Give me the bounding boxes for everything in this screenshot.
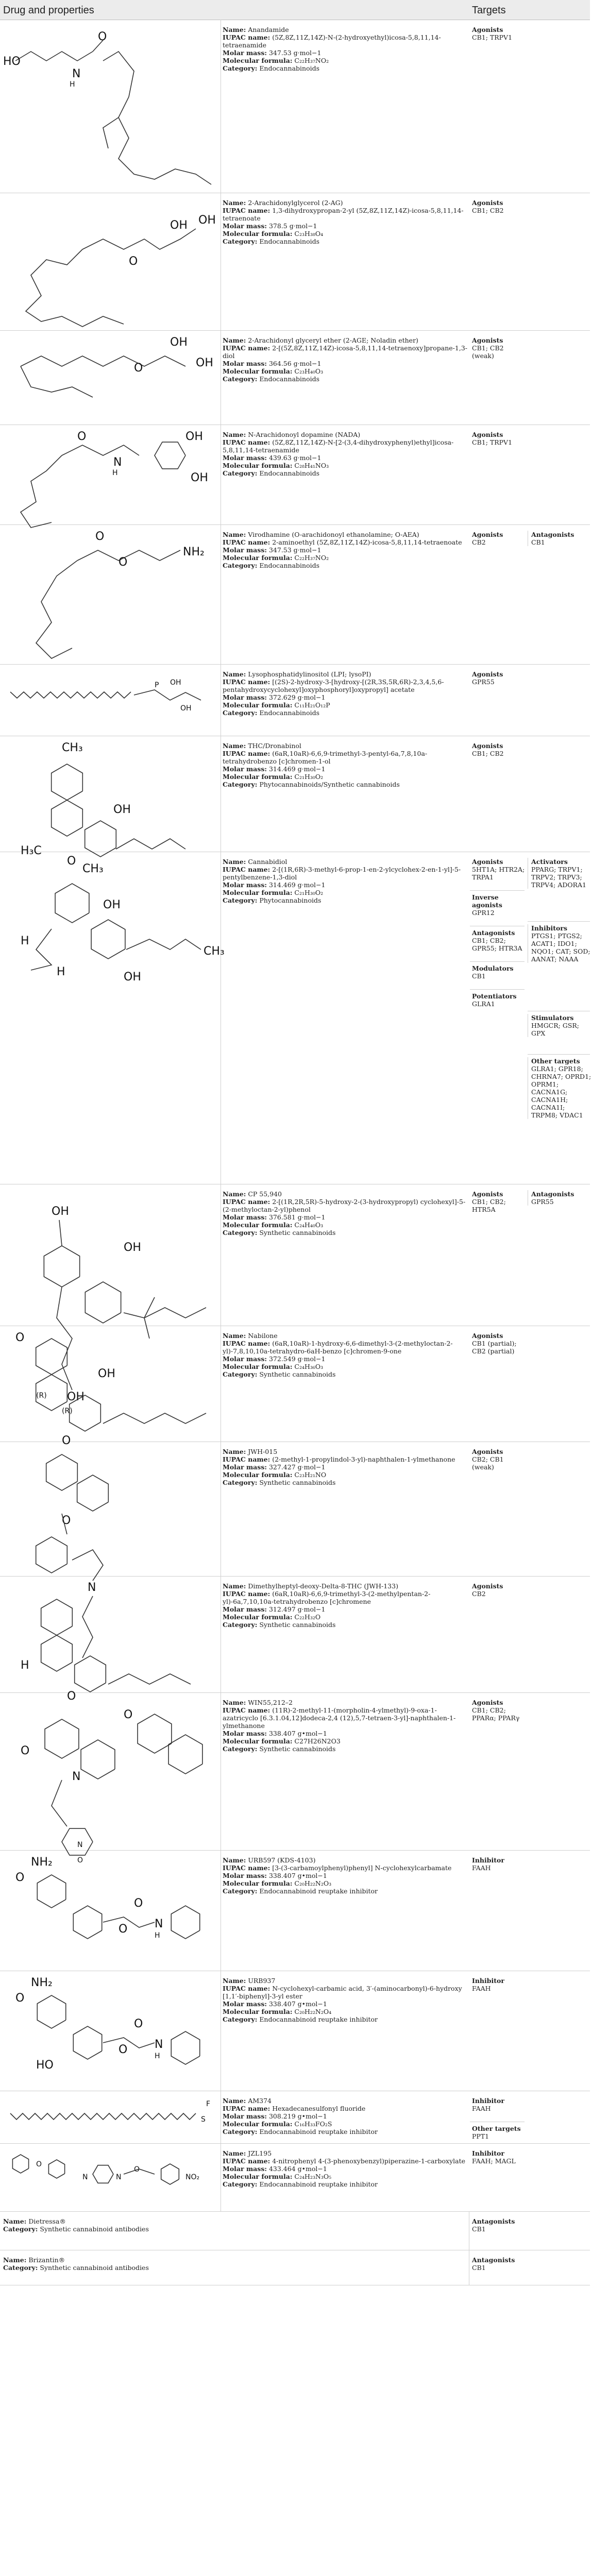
table-row xyxy=(0,664,590,736)
target-group-secondary: Antagonists CB1 xyxy=(528,531,592,546)
prop-formula: Molecular formula: C₂₄H₂₃N₃O₅ xyxy=(223,2173,332,2180)
prop-name: Name: Anandamide xyxy=(223,26,289,33)
prop-formula: Molecular formula: C₂₀H₂₂N₂O₄ xyxy=(223,2008,332,2015)
table-row xyxy=(0,2250,590,2285)
target-group: Agonists CB1; TRPV1 xyxy=(472,26,513,41)
prop-category: Category: Synthetic cannabinoids xyxy=(223,1745,336,1753)
svg-text:NH₂: NH₂ xyxy=(31,1976,53,1989)
svg-text:O: O xyxy=(15,1871,25,1884)
structure-diagram xyxy=(0,330,221,425)
svg-text:N: N xyxy=(113,456,122,469)
prop-name: Name: WIN55,212–2 xyxy=(223,1699,293,1706)
targets-cell xyxy=(470,1326,590,1442)
prop-name: Name: N-Arachidonoyl dopamine (NADA) xyxy=(223,431,361,438)
drug-structure-cell xyxy=(0,20,221,193)
prop-category: Category: Endocannabinoid reuptake inhibitor xyxy=(223,2128,378,2136)
targets-cell xyxy=(470,664,590,736)
prop-mass: Molar mass: 338.407 g•mol−1 xyxy=(223,1872,327,1879)
targets-cell xyxy=(470,1576,590,1692)
prop-name: Name: URB597 (KDS-4103) xyxy=(223,1856,316,1864)
structure-diagram xyxy=(0,1971,221,2091)
svg-text:O: O xyxy=(98,30,107,43)
drug-structure-cell xyxy=(0,736,221,868)
prop-formula: Molecular formula: C₂₃H₃₈O₄ xyxy=(223,230,324,238)
svg-text:O: O xyxy=(67,1690,76,1703)
prop-mass: Molar mass: 312.497 g·mol−1 xyxy=(223,1605,326,1613)
prop-formula: Molecular formula: C₂₂H₃₇NO₂ xyxy=(223,57,329,64)
prop-iupac: IUPAC name: (6aR,10aR)-1-hydroxy-6,6-dimethyl-3-(2-methyloctan-2-yl)-7,8,10,10a-tetrahydro-6aH-benzo [c]chromen-9-one xyxy=(223,1340,453,1355)
prop-category: Category: Endocannabinoids xyxy=(223,469,320,477)
svg-text:HO: HO xyxy=(36,2059,54,2072)
drug-structure-cell xyxy=(0,1184,221,1403)
svg-text:O: O xyxy=(119,1923,128,1936)
drug-structure-cell xyxy=(0,2143,221,2211)
target-group: Agonists CB1; CB2 xyxy=(472,742,504,757)
structure-diagram xyxy=(0,2091,221,2143)
drug-structure-cell xyxy=(0,193,221,330)
target-group: Agonists CB1; CB2 xyxy=(472,199,504,214)
targets-cell xyxy=(470,852,590,1184)
svg-text:O: O xyxy=(62,1434,71,1447)
svg-text:O: O xyxy=(134,1897,143,1910)
svg-text:H₃C: H₃C xyxy=(21,844,42,857)
svg-text:OH: OH xyxy=(185,430,203,443)
targets-cell xyxy=(470,1184,590,1326)
table-row xyxy=(0,425,590,525)
table-row xyxy=(0,524,590,665)
prop-mass: Molar mass: 314.469 g·mol−1 xyxy=(223,765,326,773)
target-group: Agonists GPR55 xyxy=(472,670,503,686)
prop-category: Category: Endocannabinoid reuptake inhibitor xyxy=(223,1887,378,1895)
svg-text:H: H xyxy=(155,2052,160,2060)
target-group: Agonists CB2 xyxy=(472,1582,503,1598)
structure-diagram xyxy=(0,664,221,736)
drug-properties-cell xyxy=(223,1326,469,1378)
prop-name: Name: CP 55,940 xyxy=(223,1190,282,1198)
svg-text:OH: OH xyxy=(103,899,121,911)
prop-name: Name: Brizantin® xyxy=(3,2256,65,2264)
target-group: Agonists CB2 xyxy=(472,531,503,546)
prop-mass: Molar mass: 347.53 g·mol−1 xyxy=(223,49,322,57)
target-group: Potentiators GLRA1 xyxy=(472,992,517,1008)
svg-text:N: N xyxy=(155,1918,163,1930)
prop-mass: Molar mass: 372.629 g·mol−1 xyxy=(223,693,326,701)
drug-properties-cell xyxy=(223,330,469,383)
drug-properties-cell xyxy=(223,852,469,904)
svg-text:OH: OH xyxy=(191,471,208,484)
prop-formula: Molecular formula: C₂₈H₄₁NO₃ xyxy=(223,462,329,469)
targets-cell xyxy=(470,425,590,524)
table-row xyxy=(0,1326,590,1447)
structure-diagram xyxy=(0,736,221,868)
svg-text:OH: OH xyxy=(170,219,188,232)
svg-text:OH: OH xyxy=(124,971,141,984)
drug-properties-cell xyxy=(223,1184,469,1236)
svg-text:(R): (R) xyxy=(62,1407,73,1415)
targets-cell xyxy=(470,1850,590,1971)
svg-text:OH: OH xyxy=(196,357,213,369)
svg-text:N: N xyxy=(155,2038,163,2051)
prop-name: Name: Dimethylheptyl-deoxy-Delta-8-THC (JWH-133) xyxy=(223,1582,398,1590)
prop-mass: Molar mass: 378.5 g·mol−1 xyxy=(223,222,317,230)
prop-iupac: IUPAC name: (5Z,8Z,11Z,14Z)-N-(2-hydroxyethyl)icosa-5,8,11,14-tetraenamide xyxy=(223,33,441,49)
prop-category: Category: Endocannabinoid reuptake inhibitor xyxy=(223,2180,378,2188)
drug-properties-cell xyxy=(223,193,469,245)
prop-mass: Molar mass: 439.63 g·mol−1 xyxy=(223,454,322,462)
svg-text:N: N xyxy=(72,1770,81,1783)
prop-mass: Molar mass: 338.407 g•mol−1 xyxy=(223,1730,327,1737)
svg-text:F: F xyxy=(206,2100,211,2108)
structure-diagram xyxy=(0,425,221,524)
prop-category: Category: Synthetic cannabinoids xyxy=(223,1370,336,1378)
prop-mass: Molar mass: 433.464 g•mol−1 xyxy=(223,2165,327,2173)
target-group-secondary: Other targets GLRA1; GPR18; CHRNA7; OPRD1; OPRM1; CACNA1G; CACNA1H; CACNA1I; TRPM8; VDAC1 xyxy=(528,1057,592,1119)
structure-diagram xyxy=(0,1576,221,1703)
drug-properties-cell xyxy=(223,664,469,717)
svg-text:CH₃: CH₃ xyxy=(62,741,83,754)
svg-text:N: N xyxy=(72,67,81,80)
svg-text:O: O xyxy=(134,2018,143,2030)
target-group: Agonists CB1; CB2 (weak) xyxy=(472,336,504,360)
table-row xyxy=(0,2143,590,2212)
prop-formula: Molecular formula: C₂₀H₂₂N₂O₃ xyxy=(223,1879,332,1887)
targets-cell xyxy=(470,20,590,193)
svg-text:OH: OH xyxy=(124,1241,141,1254)
prop-formula: Molecular formula: C₂₃H₂₁NO xyxy=(223,1471,327,1479)
drug-properties-cell xyxy=(223,1442,469,1486)
prop-iupac: IUPAC name: 2-[(1R,6R)-3-methyl-6-prop-1-en-2-ylcyclohex-2-en-1-yl]-5-pentylbenzene-1,3-diol xyxy=(223,866,461,881)
prop-name: Name: Virodhamine (O-arachidonoyl ethanolamine; O-AEA) xyxy=(223,531,419,538)
targets-cell xyxy=(470,2091,590,2143)
prop-iupac: IUPAC name: (11R)-2-methyl-11-(morpholin-4-ylmethyl)-9-oxa-1-azatricyclo [6.3.1.04,12]dodeca-2,4 (12),5,7-tetraen-3-yl]-naphthalen-1-ylmethanone xyxy=(223,1706,456,1730)
drug-properties-cell xyxy=(223,425,469,477)
prop-name: Name: JZL195 xyxy=(223,2149,272,2157)
svg-text:S: S xyxy=(201,2115,206,2124)
targets-cell xyxy=(470,2250,590,2285)
target-group: Inhibitor FAAH xyxy=(472,1977,504,1992)
targets-cell xyxy=(470,524,590,664)
target-group: Antagonists CB1; CB2; GPR55; HTR3A xyxy=(472,929,522,952)
prop-name: Name: AM374 xyxy=(223,2097,272,2105)
table-row xyxy=(0,1971,590,2091)
prop-formula: Molecular formula: C₂₄H₃₆O₃ xyxy=(223,1363,324,1370)
prop-formula: Molecular formula: C₂₄H₄₀O₃ xyxy=(223,1221,324,1229)
target-group: Agonists 5HT1A; HTR2A; TRPA1 xyxy=(472,858,525,881)
target-group: Agonists CB1; CB2; PPARα; PPARγ xyxy=(472,1699,520,1722)
target-group: Antagonists CB1 xyxy=(472,2217,515,2233)
drug-properties-cell xyxy=(223,2091,469,2136)
prop-formula: Molecular formula: C₂₂H₃₂O xyxy=(223,1613,321,1621)
targets-cell xyxy=(470,2211,590,2250)
drug-structure-cell xyxy=(0,1576,221,1703)
target-group-secondary: Inhibitors PTGS1; PTGS2; ACAT1; IDO1; NQO1; CAT; SOD; AANAT; NAAA xyxy=(528,924,592,963)
drug-structure-cell xyxy=(0,330,221,425)
prop-name: Name: Lysophosphatidylinositol (LPI; lysoPI) xyxy=(223,670,371,678)
svg-text:H: H xyxy=(112,469,118,477)
targets-cell xyxy=(470,1692,590,1850)
prop-iupac: IUPAC name: Hexadecanesulfonyl fluoride xyxy=(223,2105,366,2112)
drug-structure-cell xyxy=(0,1971,221,2091)
target-group-secondary: Antagonists GPR55 xyxy=(528,1190,592,1206)
drug-properties-cell xyxy=(223,1850,469,1895)
target-group: Agonists CB2; CB1 (weak) xyxy=(472,1448,504,1471)
drug-structure-cell xyxy=(0,2091,221,2143)
prop-formula: Molecular formula: C₂₁H₃₀O₂ xyxy=(223,773,324,781)
structure-diagram xyxy=(0,1850,221,1971)
prop-category: Category: Endocannabinoids xyxy=(223,709,320,717)
prop-iupac: IUPAC name: 2-[(1R,2R,5R)-5-hydroxy-2-(3-hydroxypropyl) cyclohexyl]-5-(2-methyloctan-2-yl)phenol xyxy=(223,1198,466,1213)
drug-structure-cell xyxy=(0,1326,221,1447)
prop-category: Category: Phytocannabinoids/Synthetic cannabinoids xyxy=(223,781,400,788)
prop-name: Name: THC/Dronabinol xyxy=(223,742,301,750)
svg-text:O: O xyxy=(134,362,143,375)
target-group: Agonists CB1; CB2; HTR5A xyxy=(472,1190,506,1213)
svg-text:CH₃: CH₃ xyxy=(204,945,225,958)
target-group: Agonists CB1; TRPV1 xyxy=(472,431,513,446)
svg-text:OH: OH xyxy=(198,214,216,227)
targets-cell xyxy=(470,1971,590,2091)
target-group: Antagonists CB1 xyxy=(472,2256,515,2272)
structure-diagram xyxy=(0,1184,221,1403)
svg-text:O: O xyxy=(119,2043,128,2056)
drug-structure-cell xyxy=(0,1850,221,1971)
drug-properties-cell xyxy=(223,1971,469,2023)
prop-formula: Molecular formula: C₁₁H₂₁O₁₂P xyxy=(223,701,330,709)
prop-iupac: IUPAC name: 4-nitrophenyl 4-(3-phenoxybenzyl)piperazine-1-carboxylate xyxy=(223,2157,466,2165)
svg-text:O: O xyxy=(36,2160,42,2168)
svg-text:H: H xyxy=(21,1659,29,1672)
svg-text:CH₃: CH₃ xyxy=(82,862,104,875)
svg-text:N: N xyxy=(116,2173,122,2181)
svg-text:N: N xyxy=(82,2173,88,2181)
table-row xyxy=(0,20,590,193)
prop-mass: Molar mass: 364.56 g·mol−1 xyxy=(223,360,322,367)
prop-mass: Molar mass: 376.581 g·mol−1 xyxy=(223,1213,326,1221)
svg-text:OH: OH xyxy=(67,1391,84,1403)
prop-formula: Molecular formula: C27H26N2O3 xyxy=(223,1737,341,1745)
structure-diagram xyxy=(0,20,221,193)
svg-text:H: H xyxy=(155,1931,160,1940)
targets-cell xyxy=(470,2143,590,2211)
structure-diagram xyxy=(0,1442,221,1594)
prop-formula: Molecular formula: C₁₆H₃₃FO₂S xyxy=(223,2120,332,2128)
svg-text:OH: OH xyxy=(170,336,188,349)
targets-cell xyxy=(470,1442,590,1576)
svg-text:NH₂: NH₂ xyxy=(183,546,205,558)
table-row xyxy=(0,2211,590,2250)
target-group: Inhibitor FAAH xyxy=(472,2097,504,2112)
svg-text:H: H xyxy=(21,935,29,947)
svg-text:O: O xyxy=(119,556,128,569)
drug-properties-cell xyxy=(3,2250,467,2272)
drug-structure-cell xyxy=(0,425,221,524)
svg-text:O: O xyxy=(77,430,87,443)
targets-cell xyxy=(470,330,590,425)
prop-mass: Molar mass: 347.53 g·mol−1 xyxy=(223,546,322,554)
svg-text:O: O xyxy=(21,1744,30,1757)
svg-text:NH₂: NH₂ xyxy=(31,1856,53,1869)
prop-formula: Molecular formula: C₂₂H₃₇NO₂ xyxy=(223,554,329,562)
prop-category: Category: Endocannabinoids xyxy=(223,562,320,569)
table-row xyxy=(0,193,590,331)
prop-iupac: IUPAC name: (6aR,10aR)-6,6,9-trimethyl-3-pentyl-6a,7,8,10a-tetrahydrobenzo [c]chromen-1-ol xyxy=(223,750,428,765)
svg-text:OH: OH xyxy=(52,1205,69,1218)
svg-text:N: N xyxy=(88,1581,96,1594)
prop-name: Name: 2-Arachidonylglycerol (2-AG) xyxy=(223,199,343,207)
table-row xyxy=(0,852,590,1184)
prop-formula: Molecular formula: C₂₃H₄₀O₃ xyxy=(223,367,324,375)
structure-diagram xyxy=(0,852,225,1184)
prop-mass: Molar mass: 327.427 g·mol−1 xyxy=(223,1463,326,1471)
prop-category: Category: Synthetic cannabinoid antibodies xyxy=(3,2264,149,2272)
svg-text:OH: OH xyxy=(98,1367,115,1380)
svg-text:(R): (R) xyxy=(36,1392,47,1400)
prop-name: Name: Dietressa® xyxy=(3,2217,66,2225)
prop-iupac: IUPAC name: (2-methyl-1-propylindol-3-yl)-naphthalen-1-ylmethanone xyxy=(223,1455,455,1463)
target-group: Inhibitor FAAH xyxy=(472,1856,504,1872)
table-row xyxy=(0,2091,590,2144)
svg-text:O: O xyxy=(67,855,76,868)
svg-text:HO: HO xyxy=(3,55,21,68)
svg-text:NO₂: NO₂ xyxy=(185,2173,200,2181)
prop-category: Category: Endocannabinoids xyxy=(223,375,320,383)
svg-text:OH: OH xyxy=(180,704,192,713)
prop-category: Category: Synthetic cannabinoid antibodies xyxy=(3,2225,149,2233)
prop-category: Category: Synthetic cannabinoids xyxy=(223,1229,336,1236)
svg-text:O: O xyxy=(129,255,138,268)
prop-name: Name: Nabilone xyxy=(223,1332,278,1340)
target-group: Inverse agonists GPR12 xyxy=(472,893,502,917)
prop-mass: Molar mass: 338.407 g•mol−1 xyxy=(223,2000,327,2008)
prop-iupac: IUPAC name: (5Z,8Z,11Z,14Z)-N-[2-(3,4-dihydroxyphenyl)ethyl]icosa-5,8,11,14-tetraenamide xyxy=(223,438,454,454)
prop-iupac: IUPAC name: 1,3-dihydroxypropan-2-yl (5Z,8Z,11Z,14Z)-icosa-5,8,11,14-tetraenoate xyxy=(223,207,464,222)
prop-iupac: IUPAC name: 2-[(5Z,8Z,11Z,14Z)-icosa-5,8,11,14-tetraenoxy]propane-1,3-diol xyxy=(223,344,467,360)
drug-structure-cell xyxy=(0,852,225,1184)
target-group-secondary: Stimulators HMGCR; GSR; GPX xyxy=(528,1014,592,1037)
prop-iupac: IUPAC name: (6aR,10aR)-6,6,9-trimethyl-3-(2-methylpentan-2-yl)-6a,7,10,10a-tetrahydrobenzo [c]chromene xyxy=(223,1590,431,1605)
svg-text:O: O xyxy=(77,1856,83,1865)
svg-text:O: O xyxy=(124,1708,133,1721)
drug-properties-cell xyxy=(223,736,469,788)
prop-mass: Molar mass: 314.469 g·mol−1 xyxy=(223,881,326,889)
drug-structure-cell xyxy=(0,1442,221,1594)
svg-text:H: H xyxy=(57,965,65,978)
prop-category: Category: Endocannabinoid reuptake inhibitor xyxy=(223,2015,378,2023)
prop-name: Name: Cannabidiol xyxy=(223,858,287,866)
drug-structure-cell xyxy=(0,664,221,736)
svg-text:O: O xyxy=(15,1992,25,2005)
structure-diagram xyxy=(0,1326,221,1447)
prop-category: Category: Endocannabinoids xyxy=(223,238,320,245)
prop-mass: Molar mass: 308.219 g•mol−1 xyxy=(223,2112,327,2120)
svg-text:O: O xyxy=(134,2165,140,2174)
prop-name: Name: JWH-015 xyxy=(223,1448,278,1455)
drug-properties-cell xyxy=(223,2143,469,2188)
prop-category: Category: Phytocannabinoids xyxy=(223,896,322,904)
table-row xyxy=(0,330,590,425)
drug-properties-cell xyxy=(3,2211,467,2233)
prop-category: Category: Synthetic cannabinoids xyxy=(223,1621,336,1629)
target-group: Agonists CB1 (partial); CB2 (partial) xyxy=(472,1332,517,1355)
drug-properties-cell xyxy=(223,20,469,72)
prop-iupac: IUPAC name: [3-(3-carbamoylphenyl)phenyl] N-cyclohexylcarbamate xyxy=(223,1864,452,1872)
drug-properties-cell xyxy=(223,524,469,569)
header-targets: Targets xyxy=(472,5,506,16)
table-header xyxy=(0,0,590,20)
target-group-secondary: Activators PPARG; TRPV1; TRPV2; TRPV3; TRPV4; ADORA1 xyxy=(528,858,592,889)
svg-text:H: H xyxy=(70,80,75,89)
drug-properties-cell xyxy=(223,1576,469,1629)
svg-text:O: O xyxy=(95,530,105,543)
svg-text:OH: OH xyxy=(113,803,131,816)
prop-formula: Molecular formula: C₂₁H₃₀O₂ xyxy=(223,889,324,896)
prop-iupac: IUPAC name: N-cyclohexyl-carbamic acid, 3′-(aminocarbonyl)-6-hydroxy [1,1′-biphenyl]-3-yl ester xyxy=(223,1985,462,2000)
prop-name: Name: 2-Arachidonyl glyceryl ether (2-AGE; Noladin ether) xyxy=(223,336,418,344)
table-row xyxy=(0,1850,590,1971)
target-group: Modulators CB1 xyxy=(472,964,514,980)
svg-text:OH: OH xyxy=(170,679,181,687)
structure-diagram xyxy=(0,2143,221,2211)
prop-iupac: IUPAC name: [(2S)-2-hydroxy-3-[hydroxy-[(2R,3S,5R,6R)-2,3,4,5,6-pentahydroxycyclohexyl]oxyphosphoryl]oxypropyl] acetate xyxy=(223,678,444,693)
structure-diagram xyxy=(0,524,221,664)
prop-iupac: IUPAC name: 2-aminoethyl (5Z,8Z,11Z,14Z)-icosa-5,8,11,14-tetraenoate xyxy=(223,538,462,546)
prop-mass: Molar mass: 372.549 g·mol−1 xyxy=(223,1355,326,1363)
targets-cell xyxy=(470,736,590,852)
svg-text:N: N xyxy=(77,1841,83,1849)
targets-cell xyxy=(470,193,590,330)
svg-text:O: O xyxy=(15,1331,25,1344)
target-group: Inhibitor FAAH; MAGL xyxy=(472,2149,516,2165)
svg-text:P: P xyxy=(155,681,159,689)
header-drug-properties: Drug and properties xyxy=(3,5,94,16)
drug-structure-cell xyxy=(0,524,221,664)
drug-properties-cell xyxy=(223,1692,469,1753)
prop-category: Category: Synthetic cannabinoids xyxy=(223,1479,336,1486)
svg-text:O: O xyxy=(62,1514,71,1527)
structure-diagram xyxy=(0,193,221,330)
prop-category: Category: Endocannabinoids xyxy=(223,64,320,72)
target-group: Other targets PPT1 xyxy=(472,2125,521,2140)
prop-name: Name: URB937 xyxy=(223,1977,276,1985)
